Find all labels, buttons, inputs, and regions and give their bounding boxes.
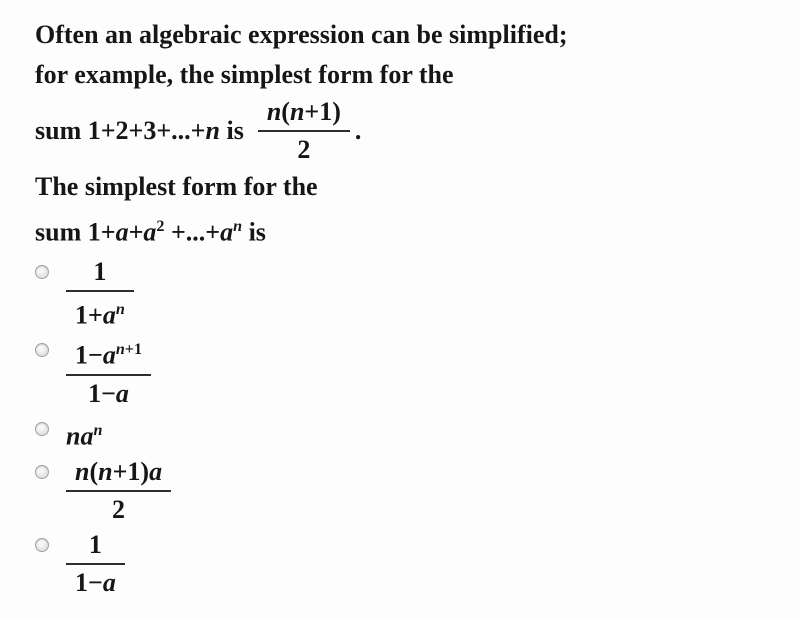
- sentence-period: .: [354, 116, 362, 145]
- question-line-4: The simplest form for the: [35, 172, 318, 201]
- fraction-numerator: $1-a^{n+1}$: [75, 340, 143, 370]
- option-5-fraction: [66, 530, 125, 598]
- answer-option-2: [35, 335, 780, 409]
- fraction-numerator: n(n+1)a: [75, 456, 163, 486]
- radio-button-option-5[interactable]: [35, 538, 49, 552]
- fraction-denominator: 1−a: [66, 374, 151, 409]
- option-3-formula: [66, 414, 102, 452]
- option-3-expression: $na^n$: [66, 421, 103, 451]
- question-sum-line: [35, 97, 780, 165]
- fraction-denominator: 1−a: [66, 563, 125, 598]
- answer-option-1: [35, 257, 780, 331]
- option-5-formula: [66, 530, 125, 598]
- option-1-formula: [66, 257, 134, 331]
- fraction-denominator: 2: [258, 130, 350, 165]
- example-fraction: [258, 97, 350, 165]
- radio-button-option-3[interactable]: [35, 422, 49, 436]
- answer-option-3: [35, 414, 780, 452]
- option-2-fraction: [66, 335, 151, 409]
- answer-option-4: [35, 457, 780, 525]
- radio-button-option-4[interactable]: [35, 465, 49, 479]
- option-4-fraction: [66, 457, 171, 525]
- option-4-formula: [66, 457, 171, 525]
- fraction-numerator: 1: [88, 529, 102, 559]
- option-2-formula: [66, 335, 151, 409]
- radio-button-option-2[interactable]: [35, 343, 49, 357]
- radio-button-option-1[interactable]: [35, 265, 49, 279]
- question-line-2: for example, the simplest form for the: [35, 60, 454, 89]
- question-line-1: Often an algebraic expression can be simplified;: [35, 20, 568, 49]
- fraction-numerator: n(n+1): [266, 97, 341, 126]
- answer-options-list: [35, 257, 780, 598]
- fraction-numerator: 1: [93, 256, 107, 286]
- sum-prefix-text: sum 1+2+3+...+n is: [35, 116, 244, 145]
- fraction-denominator: 2: [66, 490, 171, 525]
- question-series-line: sum $1+a+a^2 +...+a^n$ is: [35, 217, 266, 247]
- fraction-denominator: $1+a^n$: [66, 290, 134, 331]
- option-1-fraction: [66, 257, 134, 331]
- answer-option-5: [35, 530, 780, 598]
